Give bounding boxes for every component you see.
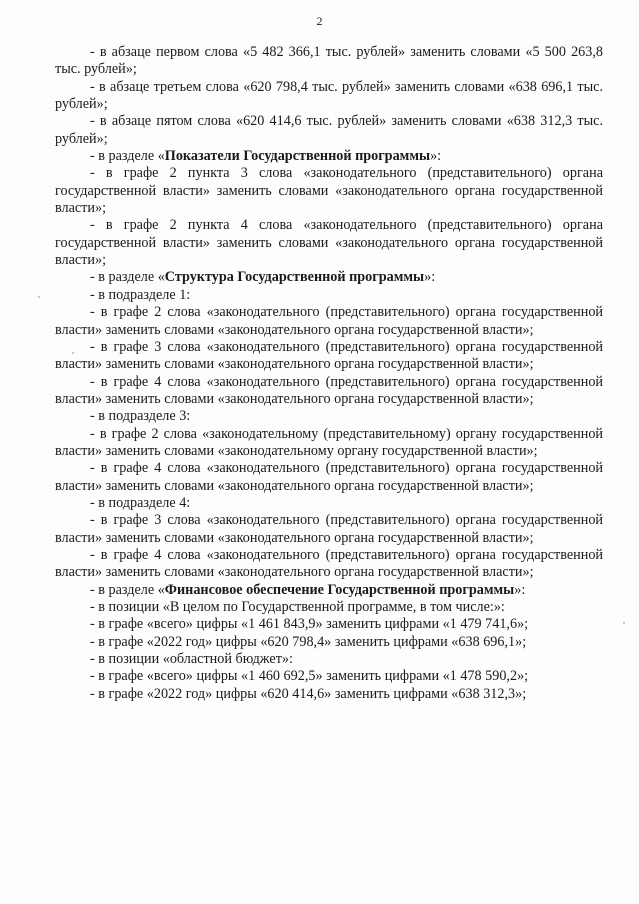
section-heading-finance: - в разделе «Финансовое обеспечение Государственной программы»: [90,581,526,598]
section-title-indicators: Показатели Государственной программы [164,148,431,165]
line-regional-2022: - в графе «2022 год» цифры «620 414,6» заменить цифрами «638 312,3»; [90,685,527,702]
paragraph-13: - в графе 2 слова «законодательному (представительному) органу государственной власти» заменить словами «законодательному органу государственной власти»; [55,425,603,459]
paragraph-17: - в графе 4 слова «законодательного (представительного) органа государственной власти» заменить словами «законодательного органа государственной власти»; [55,546,603,581]
line-regional-all: - в графе «всего» цифры «1 460 692,5» заменить цифрами «1 478 590,2»; [90,668,529,685]
subsection-1: - в подразделе 1: [90,286,191,303]
scan-speck [623,622,625,624]
position-total: - в позиции «В целом по Государственной программе, в том числе:»: [90,599,505,615]
paragraph-10: - в графе 3 слова «законодательного (представительного) органа государственной власти» заменить словами «законодательного органа государственной власти»; [55,338,603,373]
position-regional-budget: - в позиции «областной бюджет»: [90,651,293,668]
document-body [55,44,603,703]
paragraph-1: - в абзаце первом слова «5 482 366,1 тыс. рублей» заменить словами «5 500 263,8 тыс. рублей»; [55,44,603,78]
paragraph-2: - в абзаце третьем слова «620 798,4 тыс. рублей» заменить словами «638 696,1 тыс. рублей»; [55,78,603,113]
paragraph-6: - в графе 2 пункта 4 слова «законодательного (представительного) органа государственной власти» заменить словами «законодательного органа государственной власти»; [55,217,603,269]
paragraph-3: - в абзаце пятом слова «620 414,6 тыс. рублей» заменить словами «638 312,3 тыс. рублей»; [55,113,603,147]
paragraph-11: - в графе 4 слова «законодательного (представительного) органа государственной власти» заменить словами «законодательного органа государственной власти»; [55,373,603,407]
scan-speck [38,296,40,298]
paragraph-5: - в графе 2 пункта 3 слова «законодательного (представительного) органа государственной власти» заменить словами «законодательного органа государственной власти»; [55,165,603,217]
subsection-3: - в подразделе 3: [90,408,191,425]
section-title-structure: Структура Государственной программы [164,269,425,286]
page-number: 2 [316,14,323,28]
line-total-all: - в графе «всего» цифры «1 461 843,9» заменить цифрами «1 479 741,6»; [90,616,529,633]
paragraph-16: - в графе 3 слова «законодательного (представительного) органа государственной власти» заменить словами «законодательного органа государственной власти»; [55,512,603,546]
section-heading-indicators: - в разделе «Показатели Государственной программы»: [90,148,442,165]
line-total-2022: - в графе «2022 год» цифры «620 798,4» заменить цифрами «638 696,1»; [90,633,527,650]
scan-speck [72,352,74,354]
subsection-4: - в подразделе 4: [90,494,191,511]
paragraph-14: - в графе 4 слова «законодательного (представительного) органа государственной власти» заменить словами «законодательного органа государственной власти»; [55,460,603,494]
paragraph-9: - в графе 2 слова «законодательного (представительного) органа государственной власти» заменить словами «законодательного органа государственной власти»; [55,304,603,338]
section-title-finance: Финансовое обеспечение Государственной программы [164,581,515,598]
section-heading-structure: - в разделе «Структура Государственной программы»: [90,269,436,286]
